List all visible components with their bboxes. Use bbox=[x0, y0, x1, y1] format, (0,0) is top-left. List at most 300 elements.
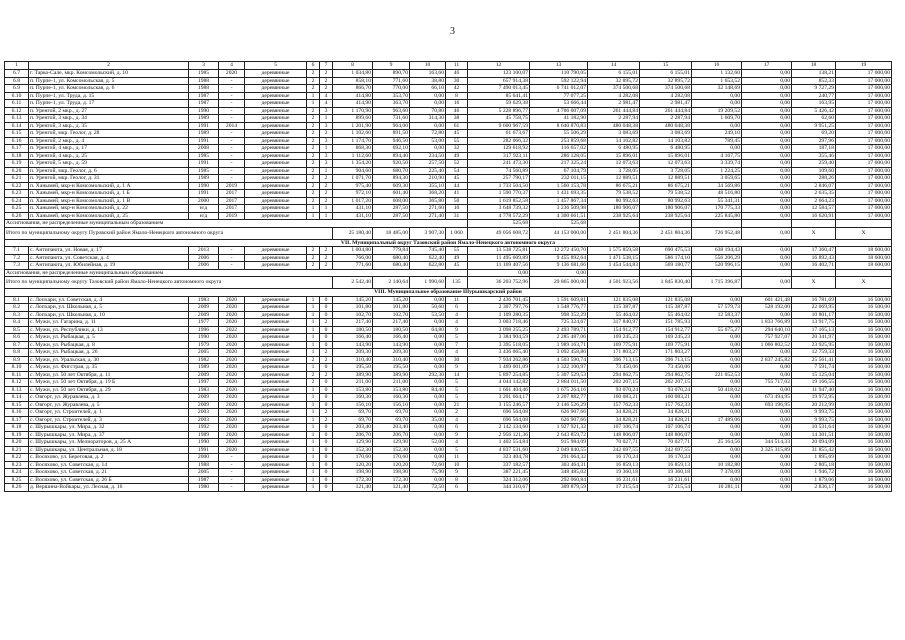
section-title: VII. Муниципальный округ Тазовский район Ямало-Ненецкого автономного округа bbox=[5, 239, 892, 247]
unallocated-row bbox=[5, 220, 892, 228]
table-cell: 1 174,70 bbox=[333, 137, 373, 145]
table-cell: 32 bbox=[446, 145, 468, 153]
address-cell: п. Пурпе-1, ул. Труда, д. 17 bbox=[29, 100, 189, 108]
address-cell: с. Восяхово, ул. Советская, д. 26 Б bbox=[29, 476, 189, 484]
table-row bbox=[5, 130, 892, 138]
table-row bbox=[5, 254, 892, 262]
table-cell: 0 bbox=[320, 334, 333, 342]
column-number: 7 bbox=[320, 62, 333, 70]
table-cell: 7.3 bbox=[5, 262, 29, 270]
table-cell: деревянные bbox=[245, 311, 307, 319]
table-cell: 17 000,00 bbox=[836, 167, 892, 175]
table-cell: 0,00 bbox=[692, 296, 742, 304]
table-cell: 0,00 bbox=[742, 424, 792, 432]
table-cell: 2 bbox=[307, 262, 320, 270]
table-cell: 337 182,57 bbox=[468, 461, 530, 469]
table-cell: 0,00 bbox=[410, 92, 446, 100]
table-row bbox=[5, 371, 892, 379]
table-cell bbox=[588, 220, 640, 228]
table-cell: 2 bbox=[446, 409, 468, 417]
table-cell: 25 164,56 bbox=[692, 439, 742, 447]
table-cell: деревянные bbox=[245, 379, 307, 387]
table-cell: X bbox=[836, 227, 892, 239]
table-cell: 5 bbox=[446, 386, 468, 394]
table-cell: 638 194,43 bbox=[692, 247, 742, 255]
table-cell: 324 312,06 bbox=[468, 476, 530, 484]
table-cell: 1 575 859,58 bbox=[588, 247, 640, 255]
table-cell: 45 bbox=[446, 262, 468, 270]
table-cell: 86 675,21 bbox=[588, 182, 640, 190]
table-cell: 101,80 bbox=[373, 304, 410, 312]
address-cell: п. Уренгой, 3 мкр., д. 34 bbox=[29, 115, 189, 123]
table-cell: 480 048,38 bbox=[588, 122, 640, 130]
table-cell: 16 781,69 bbox=[792, 296, 836, 304]
table-cell: 294 862,75 bbox=[640, 371, 692, 379]
address-cell: с. Шурышкары, ул. Мира, д. 32 bbox=[29, 424, 189, 432]
table-row bbox=[5, 122, 892, 130]
table-cell: 74 560,89 bbox=[468, 167, 530, 175]
table-row bbox=[5, 182, 892, 190]
table-cell: 217,40 bbox=[373, 319, 410, 327]
table-cell: 59 629,38 bbox=[468, 100, 530, 108]
table-cell: 16 500,00 bbox=[836, 446, 892, 454]
table-cell: 1 034,80 bbox=[333, 70, 373, 78]
unallocated-label: Ассигнования, не распределенные муниципальным образованием bbox=[5, 220, 468, 228]
table-cell: 680,40 bbox=[373, 254, 410, 262]
table-cell: 0 bbox=[320, 469, 333, 477]
table-cell: 169 775,91 bbox=[640, 341, 692, 349]
table-cell: 771,60 bbox=[373, 77, 410, 85]
table-cell: 160 083,21 bbox=[588, 394, 640, 402]
table-cell: 34 828,21 bbox=[588, 409, 640, 417]
column-number: 14 bbox=[588, 62, 640, 70]
table-cell: 9 bbox=[446, 326, 468, 334]
table-cell: 2 643 859,72 bbox=[530, 431, 588, 439]
table-cell: 16 402,71 bbox=[792, 262, 836, 270]
table-cell: 9 727,29 bbox=[792, 85, 836, 93]
table-cell: 41 bbox=[446, 190, 468, 198]
table-cell: 0,00 bbox=[410, 379, 446, 387]
table-cell: 198,90 bbox=[333, 469, 373, 477]
table-row bbox=[5, 145, 892, 153]
table-cell: 904,60 bbox=[333, 167, 373, 175]
table-cell: 1991 bbox=[189, 446, 219, 454]
table-cell: 16 500,00 bbox=[836, 341, 892, 349]
table-cell: 4 282,08 bbox=[588, 92, 640, 100]
table-cell: 1991 bbox=[189, 122, 219, 130]
table-cell: 0,00 bbox=[410, 145, 446, 153]
table-cell: 9 bbox=[446, 469, 468, 477]
table-cell: 2009 bbox=[189, 371, 219, 379]
table-cell: 2 bbox=[307, 70, 320, 78]
table-cell: 414,90 bbox=[333, 100, 373, 108]
table-cell: 209,30 bbox=[373, 349, 410, 357]
table-cell bbox=[588, 269, 640, 277]
table-cell: 1996 bbox=[189, 326, 219, 334]
table-row bbox=[5, 262, 892, 270]
table-cell: 8.8 bbox=[5, 349, 29, 357]
table-cell: 2020 bbox=[219, 446, 245, 454]
table-cell: 153,80 bbox=[373, 386, 410, 394]
table-cell: 6.23 bbox=[5, 190, 29, 198]
table-cell: 2 bbox=[320, 319, 333, 327]
table-cell: 3 083,69 bbox=[588, 130, 640, 138]
table-cell: 49 bbox=[446, 152, 468, 160]
table-cell: деревянные bbox=[245, 160, 307, 168]
table-cell: 1 066 802,52 bbox=[742, 341, 792, 349]
table-cell: 18 485,00 bbox=[373, 227, 410, 239]
section-title: VIII. Муниципальное образование Шурышкарский район bbox=[5, 289, 892, 297]
table-cell: 0,00 bbox=[742, 160, 792, 168]
table-cell: 115 387,87 bbox=[588, 304, 640, 312]
table-cell: деревянные bbox=[245, 296, 307, 304]
table-cell: 16 500,00 bbox=[836, 476, 892, 484]
table-cell: 17 360,47 bbox=[792, 247, 836, 255]
table-cell: 169 775,91 bbox=[588, 341, 640, 349]
table-cell: 858,10 bbox=[333, 77, 373, 85]
table-cell: деревянные bbox=[245, 364, 307, 372]
table-cell: деревянные bbox=[245, 341, 307, 349]
table-cell: 2020 bbox=[219, 70, 245, 78]
table-cell: 0,00 bbox=[410, 409, 446, 417]
address-cell: с. Мужи, ул. Рыбацкая, д. 5 bbox=[29, 334, 189, 342]
address-cell: с. Мужи, ул. 50 лет Октября, д. 11 bbox=[29, 371, 189, 379]
table-cell: 64,80 bbox=[410, 326, 446, 334]
table-cell: 0,00 bbox=[742, 205, 792, 213]
table-cell: 6 155,01 bbox=[588, 70, 640, 78]
table-cell: 0,00 bbox=[692, 446, 742, 454]
table-cell: 1 402 554,84 bbox=[468, 439, 530, 447]
table-cell: 2 bbox=[320, 182, 333, 190]
table-cell: 920,50 bbox=[373, 160, 410, 168]
table-cell: деревянные bbox=[245, 371, 307, 379]
table-row bbox=[5, 349, 892, 357]
table-cell: 257,50 bbox=[410, 160, 446, 168]
table-cell: 0,00 bbox=[742, 311, 792, 319]
table-cell: 198,90 bbox=[373, 469, 410, 477]
table-cell: 4 706 007,09 bbox=[530, 107, 588, 115]
table-cell: 0,00 bbox=[742, 182, 792, 190]
table-cell: 0 bbox=[320, 296, 333, 304]
table-cell: 0 bbox=[320, 424, 333, 432]
table-cell: 964,00 bbox=[373, 122, 410, 130]
table-cell: деревянные bbox=[245, 349, 307, 357]
table-row bbox=[5, 175, 892, 183]
table-cell: 232 011,15 bbox=[530, 175, 588, 183]
table-cell: 2 bbox=[307, 190, 320, 198]
table-cell: 2009 bbox=[189, 311, 219, 319]
table-cell: 1 bbox=[307, 394, 320, 402]
address-cell: с. Мужи, ул. Гагарина, д. 11 bbox=[29, 319, 189, 327]
table-cell: 4 501 923,56 bbox=[588, 277, 640, 289]
table-cell: 2020 bbox=[219, 311, 245, 319]
table-cell: 9 993,75 bbox=[792, 409, 836, 417]
table-cell: 2008 bbox=[189, 145, 219, 153]
table-cell: 1979 bbox=[189, 341, 219, 349]
table-cell: 1 454 544,83 bbox=[588, 262, 640, 270]
table-cell: - bbox=[219, 254, 245, 262]
table-cell bbox=[792, 220, 836, 228]
table-cell bbox=[742, 220, 792, 228]
table-cell: 17 000,00 bbox=[836, 85, 892, 93]
table-cell: 5 897 254,85 bbox=[468, 371, 530, 379]
table-cell: 1 946,72 bbox=[792, 469, 836, 477]
table-cell: 6 741 012,07 bbox=[530, 85, 588, 93]
table-cell: деревянные bbox=[245, 145, 307, 153]
table-cell: 18 600,00 bbox=[836, 254, 892, 262]
table-cell: 0,00 bbox=[410, 296, 446, 304]
table-cell: 172,30 bbox=[333, 476, 373, 484]
column-number: 18 bbox=[792, 62, 836, 70]
table-cell: 365,80 bbox=[410, 197, 446, 205]
table-cell: 757 927,07 bbox=[742, 334, 792, 342]
table-cell: 152,30 bbox=[373, 446, 410, 454]
table-cell: 249,10 bbox=[692, 130, 742, 138]
table-cell: 4 bbox=[320, 100, 333, 108]
table-cell: 528 192,00 bbox=[742, 304, 792, 312]
table-cell: 6 bbox=[446, 484, 468, 492]
table-cell: 102,70 bbox=[373, 311, 410, 319]
table-cell: деревянные bbox=[245, 122, 307, 130]
table-cell: - bbox=[219, 160, 245, 168]
table-cell: - bbox=[219, 152, 245, 160]
table-cell: 16 500,00 bbox=[836, 416, 892, 424]
table-cell: 169 245,23 bbox=[588, 334, 640, 342]
table-cell: 55 341,31 bbox=[692, 197, 742, 205]
table-cell: 6.17 bbox=[5, 145, 29, 153]
table-row bbox=[5, 247, 892, 255]
table-cell: 287,50 bbox=[373, 212, 410, 220]
table-cell: 1 bbox=[307, 205, 320, 213]
address-cell: п. Уренгой, мкр. Геолог, д. 6 bbox=[29, 167, 189, 175]
table-cell: 0,00 bbox=[410, 122, 446, 130]
table-row bbox=[5, 319, 892, 327]
table-row bbox=[5, 461, 892, 469]
table-cell: 8.1 bbox=[5, 296, 29, 304]
table-cell: 1985 bbox=[189, 167, 219, 175]
table-cell: 0,00 bbox=[742, 484, 792, 492]
table-cell: 143,90 bbox=[333, 341, 373, 349]
district-total-row bbox=[5, 227, 892, 239]
table-cell: 129,90 bbox=[373, 439, 410, 447]
table-cell: 0,00 bbox=[692, 401, 742, 409]
table-cell: 6.25 bbox=[5, 205, 29, 213]
table-cell: 156,10 bbox=[373, 401, 410, 409]
table-cell: деревянные bbox=[245, 416, 307, 424]
table-cell: 17 000,00 bbox=[836, 152, 892, 160]
table-cell: 2020 bbox=[219, 439, 245, 447]
table-cell bbox=[692, 220, 742, 228]
table-cell: 2 bbox=[307, 247, 320, 255]
table-cell: 1987 bbox=[189, 100, 219, 108]
table-cell: 38 bbox=[446, 115, 468, 123]
table-cell: 34 828,21 bbox=[588, 416, 640, 424]
table-cell: 1 560 153,78 bbox=[530, 182, 588, 190]
table-cell: деревянные bbox=[245, 469, 307, 477]
table-cell: 16 859,13 bbox=[588, 461, 640, 469]
table-cell: 16 500,00 bbox=[836, 311, 892, 319]
table-cell: 0,00 bbox=[742, 454, 792, 462]
table-cell: 6.13 bbox=[5, 115, 29, 123]
table-cell: 17 165,13 bbox=[792, 326, 836, 334]
table-cell: 3 395 518,05 bbox=[468, 341, 530, 349]
table-cell: 1 bbox=[307, 212, 320, 220]
table-cell: 0,00 bbox=[742, 247, 792, 255]
table-cell: 8.16 bbox=[5, 409, 29, 417]
table-cell: 49 056 608,72 bbox=[468, 227, 530, 239]
table-cell: 206,70 bbox=[373, 431, 410, 439]
table-cell: 314,30 bbox=[410, 115, 446, 123]
housing-table bbox=[4, 61, 892, 492]
table-cell: 2 956 121,36 bbox=[468, 431, 530, 439]
table-cell: 19 360,18 bbox=[640, 469, 692, 477]
table-cell: 2 451 804,36 bbox=[640, 227, 692, 239]
table-cell: 2 bbox=[320, 175, 333, 183]
table-cell: 34 828,21 bbox=[640, 416, 692, 424]
table-cell: 52 bbox=[446, 160, 468, 168]
district-total-row bbox=[5, 277, 892, 289]
table-cell: 7 378,09 bbox=[692, 469, 742, 477]
table-row bbox=[5, 401, 892, 409]
table-cell: - bbox=[219, 461, 245, 469]
table-cell: 13 538 725,81 bbox=[468, 247, 530, 255]
table-cell: деревянные bbox=[245, 439, 307, 447]
table-cell: 17 000,00 bbox=[836, 77, 892, 85]
table-cell: 0 bbox=[320, 484, 333, 492]
table-cell: 36 203 752,96 bbox=[468, 277, 530, 289]
column-number: 12 bbox=[468, 62, 530, 70]
table-row bbox=[5, 439, 892, 447]
address-cell: п. Уренгой, 3 мкр., д. 35 bbox=[29, 122, 189, 130]
table-cell: 120,20 bbox=[373, 461, 410, 469]
table-cell: 16 500,00 bbox=[836, 424, 892, 432]
table-cell: 2020 bbox=[219, 319, 245, 327]
table-cell: 894,30 bbox=[373, 175, 410, 183]
column-number: 17 bbox=[742, 62, 792, 70]
address-cell: с. Антипаюта, ул. Советская, д. 4 bbox=[29, 254, 189, 262]
table-cell: 0,00 bbox=[742, 476, 792, 484]
table-row bbox=[5, 212, 892, 220]
table-cell: 601 421,48 bbox=[742, 296, 792, 304]
table-cell: 15 896,01 bbox=[640, 152, 692, 160]
table-cell: деревянные bbox=[245, 476, 307, 484]
table-cell: 225 845,80 bbox=[692, 212, 742, 220]
table-cell: 0 bbox=[320, 476, 333, 484]
table-cell: - bbox=[219, 454, 245, 462]
table-cell: 154 912,77 bbox=[588, 326, 640, 334]
table-cell: 69,70 bbox=[373, 416, 410, 424]
table-cell: 2006 bbox=[189, 254, 219, 262]
table-cell: 16 620,91 bbox=[792, 212, 836, 220]
table-cell: 12 889,51 bbox=[640, 175, 692, 183]
table-cell: 344 310,67 bbox=[468, 484, 530, 492]
table-cell: 975,40 bbox=[333, 182, 373, 190]
table-cell: 317 923,11 bbox=[468, 152, 530, 160]
table-cell: 374 500,68 bbox=[640, 85, 692, 93]
table-cell: 1 bbox=[307, 461, 320, 469]
table-cell: 0,00 bbox=[410, 334, 446, 342]
table-cell: 187,18 bbox=[792, 145, 836, 153]
table-cell: 2 bbox=[320, 416, 333, 424]
table-cell: 50,60 bbox=[410, 304, 446, 312]
table-cell: 1 017,20 bbox=[333, 197, 373, 205]
table-cell: 253 859,68 bbox=[530, 137, 588, 145]
table-cell: 0,00 bbox=[410, 341, 446, 349]
table-cell: 1 bbox=[320, 167, 333, 175]
table-cell: 10 281,11 bbox=[692, 484, 742, 492]
table-cell: 696 564,08 bbox=[468, 416, 530, 424]
table-cell: 282 066,32 bbox=[468, 137, 530, 145]
table-cell: 1985 bbox=[189, 152, 219, 160]
address-cell: п. Пурпе-1, ул. Комсомольская, д. 6 bbox=[29, 85, 189, 93]
table-cell: 3 bbox=[320, 137, 333, 145]
table-cell: 1988 bbox=[189, 77, 219, 85]
table-cell: 123 100,07 bbox=[468, 70, 530, 78]
table-row bbox=[5, 167, 892, 175]
table-cell: 206,70 bbox=[333, 431, 373, 439]
table-cell: - bbox=[219, 115, 245, 123]
table-cell: 217,40 bbox=[333, 319, 373, 327]
table-cell: 6.24 bbox=[5, 197, 29, 205]
table-cell: 2 bbox=[320, 371, 333, 379]
table-cell: 4 778 572,29 bbox=[468, 212, 530, 220]
table-cell: 1 bbox=[307, 424, 320, 432]
table-cell: 3 bbox=[320, 152, 333, 160]
table-cell: 50 418,02 bbox=[692, 386, 742, 394]
address-cell: п. Уренгой, 2 мкр., д. 27 bbox=[29, 107, 189, 115]
table-cell: 30 bbox=[446, 356, 468, 364]
table-cell: 17 000,00 bbox=[836, 100, 892, 108]
table-cell: 1 bbox=[307, 349, 320, 357]
table-cell: 0,00 bbox=[742, 386, 792, 394]
table-cell: 0,00 bbox=[692, 100, 742, 108]
table-cell: деревянные bbox=[245, 100, 307, 108]
table-cell: 4 503 590,74 bbox=[530, 356, 588, 364]
table-cell: 45 bbox=[446, 175, 468, 183]
table-cell: 8.24 bbox=[5, 469, 29, 477]
table-cell: 0,00 bbox=[410, 401, 446, 409]
table-cell: 6.22 bbox=[5, 182, 29, 190]
table-cell: 0,00 bbox=[410, 476, 446, 484]
table-cell: 2020 bbox=[219, 386, 245, 394]
table-cell: 0,00 bbox=[410, 100, 446, 108]
column-number: 16 bbox=[692, 62, 742, 70]
table-cell: деревянные bbox=[245, 212, 307, 220]
table-cell: 18 600,00 bbox=[836, 247, 892, 255]
table-cell: 52,00 bbox=[410, 439, 446, 447]
table-cell: 414,80 bbox=[333, 92, 373, 100]
table-cell: деревянные bbox=[245, 182, 307, 190]
table-cell: 2006 bbox=[189, 262, 219, 270]
table-row bbox=[5, 197, 892, 205]
table-cell: 2020 bbox=[219, 409, 245, 417]
address-cell: п. Пурпе-1, ул. Труда, д. 15 bbox=[29, 92, 189, 100]
table-cell: 1 471 538,15 bbox=[588, 254, 640, 262]
table-cell: 680,40 bbox=[373, 262, 410, 270]
table-row bbox=[5, 431, 892, 439]
table-cell: 1 bbox=[307, 326, 320, 334]
table-cell: 143,90 bbox=[373, 341, 410, 349]
table-cell: 286 128,05 bbox=[530, 152, 588, 160]
table-cell: 18 600,00 bbox=[836, 262, 892, 270]
table-cell: 1 833 766,89 bbox=[742, 319, 792, 327]
table-cell: 0,00 bbox=[742, 167, 792, 175]
table-cell: 1 bbox=[307, 296, 320, 304]
table-cell: 17 000,00 bbox=[836, 190, 892, 198]
table-cell: 0,00 bbox=[410, 424, 446, 432]
table-cell: 1 590 770,37 bbox=[468, 190, 530, 198]
table-cell: 2 142 134,60 bbox=[468, 424, 530, 432]
